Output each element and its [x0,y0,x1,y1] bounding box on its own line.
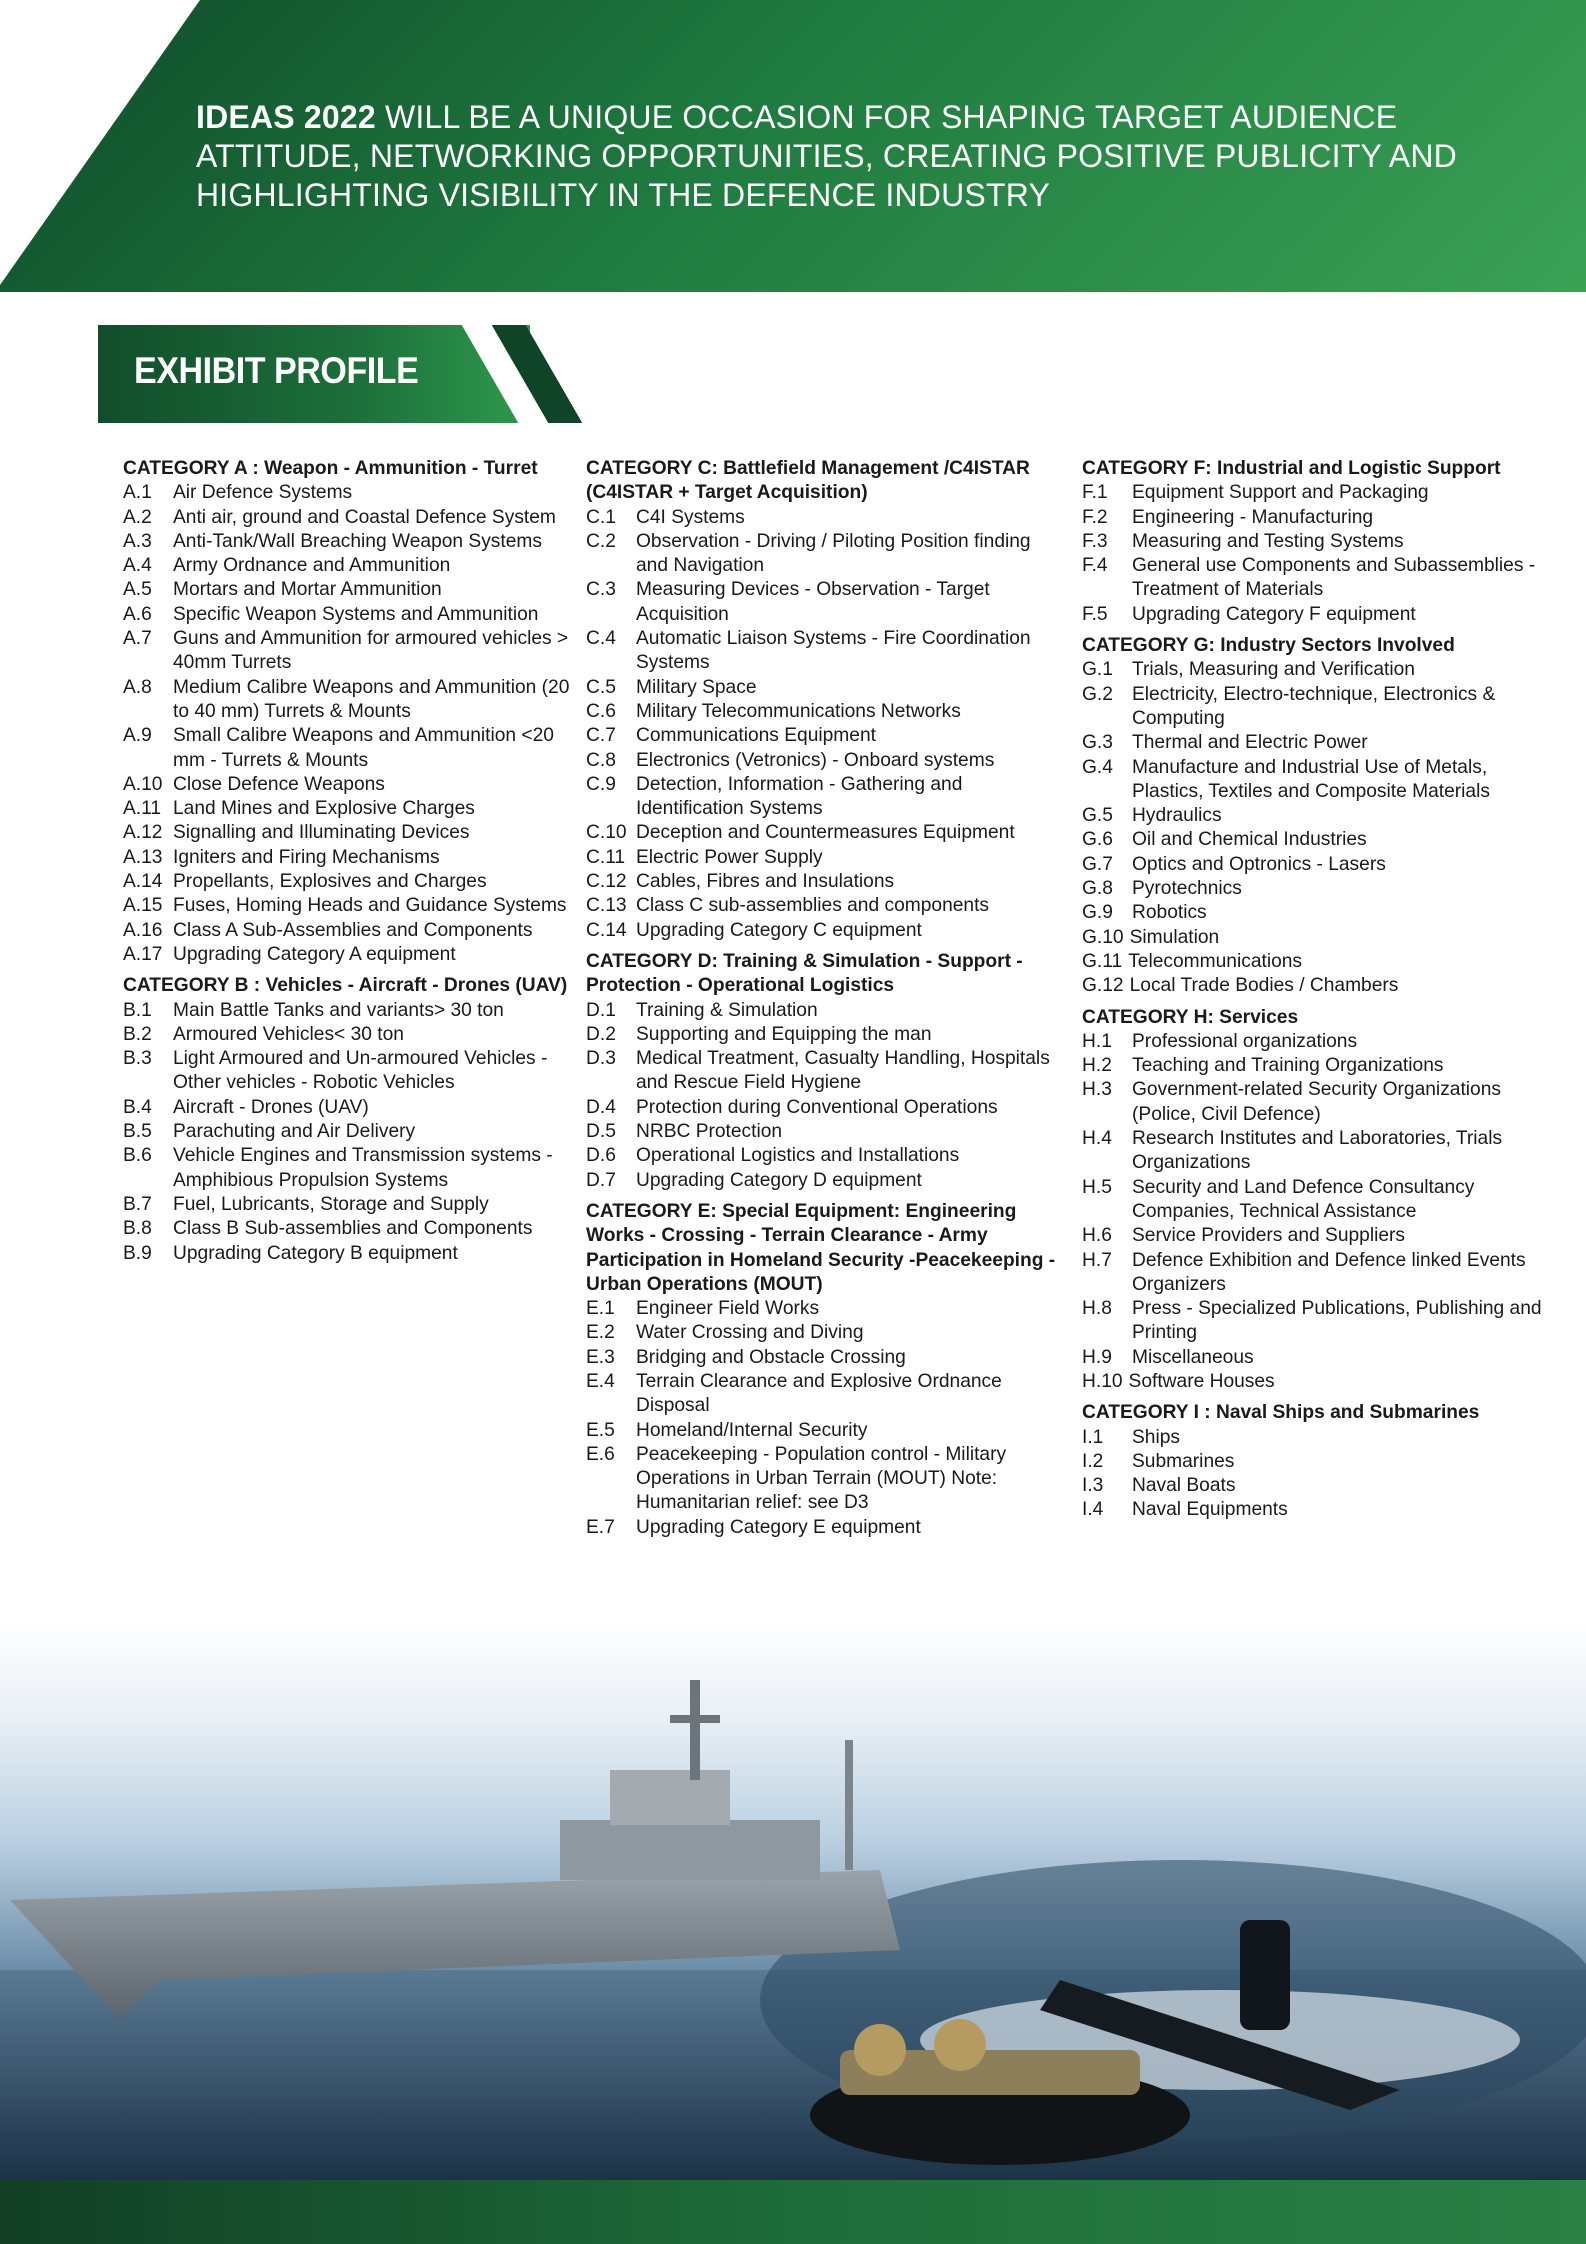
item-text: Bridging and Obstacle Crossing [636,1346,906,1368]
column-right [1082,457,1542,1530]
list-item [123,1144,575,1193]
item-code: A.7 [123,628,152,650]
item-text: Vehicle Engines and Transmission systems - Amphibious Propulsion Systems [173,1145,553,1191]
item-code: A.11 [123,798,162,820]
item-text: Aircraft - Drones (UAV) [173,1096,369,1118]
item-code: G.12 [1082,975,1124,997]
category-f [1082,457,1542,627]
list-item [123,1023,575,1047]
item-code: C.6 [586,700,616,722]
item-code: G.3 [1082,732,1113,754]
item-code: D.2 [586,1023,616,1045]
item-text: Propellants, Explosives and Charges [173,871,487,893]
item-text: Light Armoured and Un-armoured Vehicles - Other vehicles - Robotic Vehicles [173,1048,548,1094]
item-code: B.4 [123,1096,152,1118]
list-item [1082,1224,1542,1248]
item-code: D.7 [586,1169,616,1191]
item-text: Peacekeeping - Population control - Military Operations in Urban Terrain (MOUT) Note: Humanitarian relief: see D3 [636,1443,1007,1514]
list-item [1082,877,1542,901]
item-code: A.5 [123,579,152,601]
item-text: General use Components and Subassemblies - Treatment of Materials [1132,555,1536,601]
list-item [1082,554,1542,603]
naval-photo-collage [0,1620,1586,2180]
item-code: C.1 [586,506,616,528]
list-item [586,724,1056,748]
item-text: Terrain Clearance and Explosive Ordnance Disposal [636,1370,1002,1417]
item-text: Main Battle Tanks and variants> 30 ton [173,999,504,1021]
list-item [1082,731,1542,755]
item-text: Guns and Ammunition for armoured vehicles > 40mm Turrets [173,628,569,674]
item-code: B.9 [123,1242,152,1264]
list-item [123,999,575,1023]
list-item [123,797,575,821]
item-text: Armoured Vehicles< 30 ton [173,1023,404,1045]
item-text: Engineering - Manufacturing [1132,506,1374,528]
list-item [586,870,1056,894]
item-code: B.8 [123,1218,152,1240]
list-item [586,1120,1056,1144]
item-code: B.3 [123,1048,152,1070]
list-item [123,1193,575,1217]
item-code: B.6 [123,1145,152,1167]
item-text: Electronics (Vetronics) - Onboard systems [636,749,995,771]
list-item [586,749,1056,773]
list-item [123,821,575,845]
category-title: CATEGORY I : Naval Ships and Submarines [1082,1402,1480,1424]
list-item [1082,1078,1542,1127]
list-item [586,700,1056,724]
list-item [586,821,1056,845]
category-title: CATEGORY H: Services [1082,1006,1299,1028]
item-code: E.3 [586,1346,615,1368]
list-item [586,1346,1056,1370]
item-text: Hydraulics [1132,805,1222,827]
item-code: D.4 [586,1096,616,1118]
list-item [123,481,575,505]
list-item [586,999,1056,1023]
item-code: G.1 [1082,659,1113,681]
item-code: E.2 [586,1322,615,1344]
item-code: A.1 [123,482,152,504]
item-code: C.12 [586,871,627,893]
list-item [123,554,575,578]
item-text: Research Institutes and Laboratories, Trials Organizations [1132,1128,1503,1174]
list-item [123,1217,575,1241]
item-code: I.1 [1082,1426,1104,1448]
list-item [1082,950,1542,974]
section-title: EXHIBIT PROFILE [134,350,419,391]
item-text: Trials, Measuring and Verification [1132,659,1415,681]
item-code: B.2 [123,1023,152,1045]
list-item [586,894,1056,918]
item-text: Land Mines and Explosive Charges [173,798,475,820]
list-item [1082,506,1542,530]
item-code: H.5 [1082,1176,1112,1198]
item-text: Protection during Conventional Operations [636,1096,998,1118]
list-item [123,870,575,894]
item-text: Anti-Tank/Wall Breaching Weapon Systems [173,530,542,552]
item-text: Anti air, ground and Coastal Defence System [173,506,556,528]
item-text: Pyrotechnics [1132,878,1242,900]
item-code: C.11 [586,846,626,868]
item-text: Service Providers and Suppliers [1132,1225,1406,1247]
item-code: C.7 [586,725,616,747]
item-code: F.3 [1082,530,1108,552]
list-item [586,627,1056,676]
column-left [123,457,575,1273]
item-text: Observation - Driving / Piloting Position finding and Navigation [636,530,1031,577]
list-item [123,1242,575,1266]
item-text: Robotics [1132,902,1207,924]
item-text: Software Houses [1128,1370,1275,1392]
list-item [1082,756,1542,805]
item-text: Air Defence Systems [173,482,353,504]
list-item [1082,926,1542,950]
list-item [123,773,575,797]
item-text: Equipment Support and Packaging [1132,482,1429,504]
item-code: A.12 [123,822,163,844]
list-item [1082,1297,1542,1346]
list-item [123,894,575,918]
list-item [123,919,575,943]
item-code: A.16 [123,919,163,941]
item-code: D.5 [586,1121,616,1143]
item-code: H.6 [1082,1225,1112,1247]
item-text: Homeland/Internal Security [636,1419,868,1441]
item-text: Detection, Information - Gathering and Identification Systems [636,773,963,820]
item-text: Water Crossing and Diving [636,1322,864,1344]
item-text: Government-related Security Organizations (Police, Civil Defence) [1132,1079,1501,1125]
item-text: Oil and Chemical Industries [1132,829,1367,851]
item-text: Professional organizations [1132,1030,1358,1052]
item-text: Cables, Fibres and Insulations [636,871,895,893]
item-text: Submarines [1132,1450,1235,1472]
item-text: Optics and Optronics - Lasers [1132,853,1386,875]
item-text: Upgrading Category B equipment [173,1242,458,1264]
item-text: Class A Sub-Assemblies and Components [173,919,533,941]
item-text: Electric Power Supply [636,846,823,868]
item-code: F.5 [1082,603,1108,625]
list-item [123,506,575,530]
item-code: I.2 [1082,1450,1104,1472]
item-code: H.9 [1082,1346,1112,1368]
item-code: G.5 [1082,805,1113,827]
list-item [1082,1249,1542,1298]
item-text: Signalling and Illuminating Devices [173,822,470,844]
item-code: I.3 [1082,1475,1104,1497]
item-code: E.6 [586,1443,615,1465]
item-text: Upgrading Category D equipment [636,1169,922,1191]
list-item [586,1443,1056,1516]
item-text: Naval Boats [1132,1475,1236,1497]
item-text: Thermal and Electric Power [1132,732,1368,754]
list-item [586,1370,1056,1419]
item-text: Military Telecommunications Networks [636,700,961,722]
list-item [1082,828,1542,852]
item-text: Specific Weapon Systems and Ammunition [173,603,539,625]
item-code: H.2 [1082,1055,1112,1077]
item-code: H.7 [1082,1249,1112,1271]
item-text: Engineer Field Works [636,1298,820,1320]
item-code: A.15 [123,895,163,917]
category-d [586,950,1056,1193]
category-title: CATEGORY G: Industry Sectors Involved [1082,635,1455,657]
item-text: Security and Land Defence Consultancy Companies, Technical Assistance [1132,1176,1475,1222]
item-code: C.13 [586,895,627,917]
item-code: A.9 [123,725,152,747]
item-code: B.1 [123,999,152,1021]
item-code: E.4 [586,1370,615,1392]
category-title: CATEGORY C: Battlefield Management /C4ISTAR (C4ISTAR + Target Acquisition) [586,458,1030,504]
category-title: CATEGORY F: Industrial and Logistic Support [1082,458,1501,479]
category-b [123,974,575,1266]
category-g [1082,634,1542,998]
list-item [123,1120,575,1144]
item-code: F.2 [1082,506,1108,528]
item-code: G.6 [1082,829,1113,851]
item-text: Local Trade Bodies / Chambers [1129,975,1399,997]
category-title: CATEGORY B : Vehicles - Aircraft - Drones (UAV) [123,975,568,997]
category-c [586,457,1056,943]
item-text: Telecommunications [1128,950,1303,972]
item-code: G.2 [1082,683,1113,705]
item-code: B.5 [123,1121,152,1143]
item-code: H.8 [1082,1298,1112,1320]
banner-lead: IDEAS 2022 [196,99,376,135]
list-item [123,676,575,725]
list-item [1082,683,1542,732]
item-code: G.9 [1082,902,1113,924]
list-item [123,1047,575,1096]
item-code: A.10 [123,773,163,795]
item-code: C.5 [586,676,616,698]
item-code: G.11 [1082,950,1123,972]
item-code: G.10 [1082,926,1124,948]
item-code: C.14 [586,919,627,941]
item-code: H.1 [1082,1030,1112,1052]
list-item [586,773,1056,822]
list-item [586,1096,1056,1120]
item-text: Small Calibre Weapons and Ammunition <20 mm - Turrets & Mounts [173,725,554,771]
item-text: Military Space [636,676,757,698]
item-text: Automatic Liaison Systems - Fire Coordination Systems [636,628,1031,674]
category-title: CATEGORY A : Weapon - Ammunition - Turret [123,458,538,479]
footer-bar [0,2180,1586,2244]
item-code: B.7 [123,1193,152,1215]
list-item [586,919,1056,943]
item-text: Ships [1132,1426,1180,1448]
item-text: Class B Sub-assemblies and Components [173,1218,533,1240]
item-code: A.3 [123,530,152,552]
list-item [123,1096,575,1120]
item-code: G.7 [1082,853,1113,875]
item-text: Manufacture and Industrial Use of Metals, Plastics, Textiles and Composite Materials [1132,756,1490,802]
list-item [586,676,1056,700]
item-code: E.1 [586,1298,615,1320]
item-code: F.1 [1082,482,1108,504]
item-code: A.4 [123,555,152,577]
item-code: A.8 [123,676,152,698]
list-item [1082,1450,1542,1474]
item-code: A.2 [123,506,152,528]
list-item [123,530,575,554]
item-code: D.1 [586,999,616,1021]
item-text: Measuring Devices - Observation - Target Acquisition [636,579,990,625]
category-title: CATEGORY E: Special Equipment: Engineering Works - Crossing - Terrain Clearance - Army Participation in Homeland Security -Peacekeeping - Urban Operations (MOUT) [586,1200,1056,1295]
category-title: CATEGORY D: Training & Simulation - Support - Protection - Operational Logistics [586,950,1023,997]
item-code: D.3 [586,1048,616,1070]
list-item [123,578,575,602]
list-item [586,1169,1056,1193]
item-code: C.10 [586,822,627,844]
list-item [123,943,575,967]
item-text: Close Defence Weapons [173,773,385,795]
list-item [586,530,1056,579]
list-item [586,1023,1056,1047]
list-item [586,578,1056,627]
list-item [1082,481,1542,505]
item-text: Mortars and Mortar Ammunition [173,579,442,601]
item-code: D.6 [586,1145,616,1167]
item-text: Press - Specialized Publications, Publishing and Printing [1132,1298,1542,1344]
item-code: C.4 [586,628,616,650]
item-code: C.2 [586,530,616,552]
item-text: NRBC Protection [636,1121,783,1143]
list-item [586,1297,1056,1321]
item-code: C.3 [586,579,616,601]
item-text: Upgrading Category E equipment [636,1516,921,1538]
list-item [1082,804,1542,828]
item-text: Upgrading Category C equipment [636,919,922,941]
list-item [1082,1474,1542,1498]
item-text: Medical Treatment, Casualty Handling, Hospitals and Rescue Field Hygiene [636,1048,1050,1094]
item-code: A.13 [123,846,163,868]
item-code: A.17 [123,943,163,965]
list-item [1082,658,1542,682]
item-text: Igniters and Firing Mechanisms [173,846,440,868]
category-e [586,1200,1056,1540]
list-item [1082,853,1542,877]
item-text: Miscellaneous [1132,1346,1254,1368]
list-item [123,724,575,773]
item-text: Upgrading Category F equipment [1132,603,1416,625]
item-text: Simulation [1129,926,1220,948]
list-item [1082,974,1542,998]
item-code: I.4 [1082,1499,1104,1521]
list-item [1082,530,1542,554]
category-h [1082,1006,1542,1395]
item-text: Supporting and Equipping the man [636,1023,932,1045]
list-item [586,1516,1056,1540]
item-text: Fuel, Lubricants, Storage and Supply [173,1193,489,1215]
item-text: Defence Exhibition and Defence linked Events Organizers [1132,1249,1526,1295]
item-text: Army Ordnance and Ammunition [173,555,451,577]
list-item [1082,1498,1542,1522]
list-item [1082,1426,1542,1450]
banner-headline [196,98,1526,215]
list-item [123,846,575,870]
list-item [586,1047,1056,1096]
item-text: Deception and Countermeasures Equipment [636,822,1015,844]
list-item [123,627,575,676]
item-code: C.9 [586,773,616,795]
item-text: Class C sub-assemblies and components [636,895,990,917]
item-text: Operational Logistics and Installations [636,1145,960,1167]
list-item [1082,1127,1542,1176]
item-text: Communications Equipment [636,725,876,747]
item-code: A.6 [123,603,152,625]
item-code: H.10 [1082,1370,1123,1392]
item-code: A.14 [123,871,163,893]
item-text: Teaching and Training Organizations [1132,1055,1444,1077]
item-text: Upgrading Category A equipment [173,943,456,965]
naval-scene-illustration [0,1620,1586,2180]
item-code: F.4 [1082,555,1108,577]
list-item [1082,1054,1542,1078]
item-text: Training & Simulation [636,999,818,1021]
item-text: Measuring and Testing Systems [1132,530,1404,552]
item-text: Parachuting and Air Delivery [173,1121,416,1143]
category-a [123,457,575,967]
list-item [1082,1176,1542,1225]
list-item [1082,1346,1542,1370]
item-code: G.8 [1082,878,1113,900]
item-code: H.3 [1082,1079,1112,1101]
item-code: E.7 [586,1516,615,1538]
list-item [1082,901,1542,925]
list-item [123,603,575,627]
item-code: E.5 [586,1419,615,1441]
list-item [1082,603,1542,627]
item-code: H.4 [1082,1128,1112,1150]
item-text: Electricity, Electro-technique, Electronics & Computing [1132,683,1496,729]
list-item [586,1321,1056,1345]
category-i [1082,1401,1542,1522]
item-code: G.4 [1082,756,1113,778]
list-item [586,1144,1056,1168]
list-item [586,506,1056,530]
item-text: Fuses, Homing Heads and Guidance Systems [173,895,567,917]
banner-rest: WILL BE A UNIQUE OCCASION FOR SHAPING TARGET AUDIENCE ATTITUDE, NETWORKING OPPORTUNITIES, CREATING POSITIVE PUBLICITY AND HIGHLIGHTING VISIBILITY IN THE DEFENCE INDUSTRY [196,99,1457,213]
list-item [586,846,1056,870]
list-item [1082,1370,1542,1394]
item-text: C4I Systems [636,506,745,528]
list-item [586,1419,1056,1443]
column-middle [586,457,1056,1547]
item-text: Naval Equipments [1132,1499,1288,1521]
item-text: Medium Calibre Weapons and Ammunition (20 to 40 mm) Turrets & Mounts [173,676,570,722]
item-code: C.8 [586,749,616,771]
list-item [1082,1030,1542,1054]
